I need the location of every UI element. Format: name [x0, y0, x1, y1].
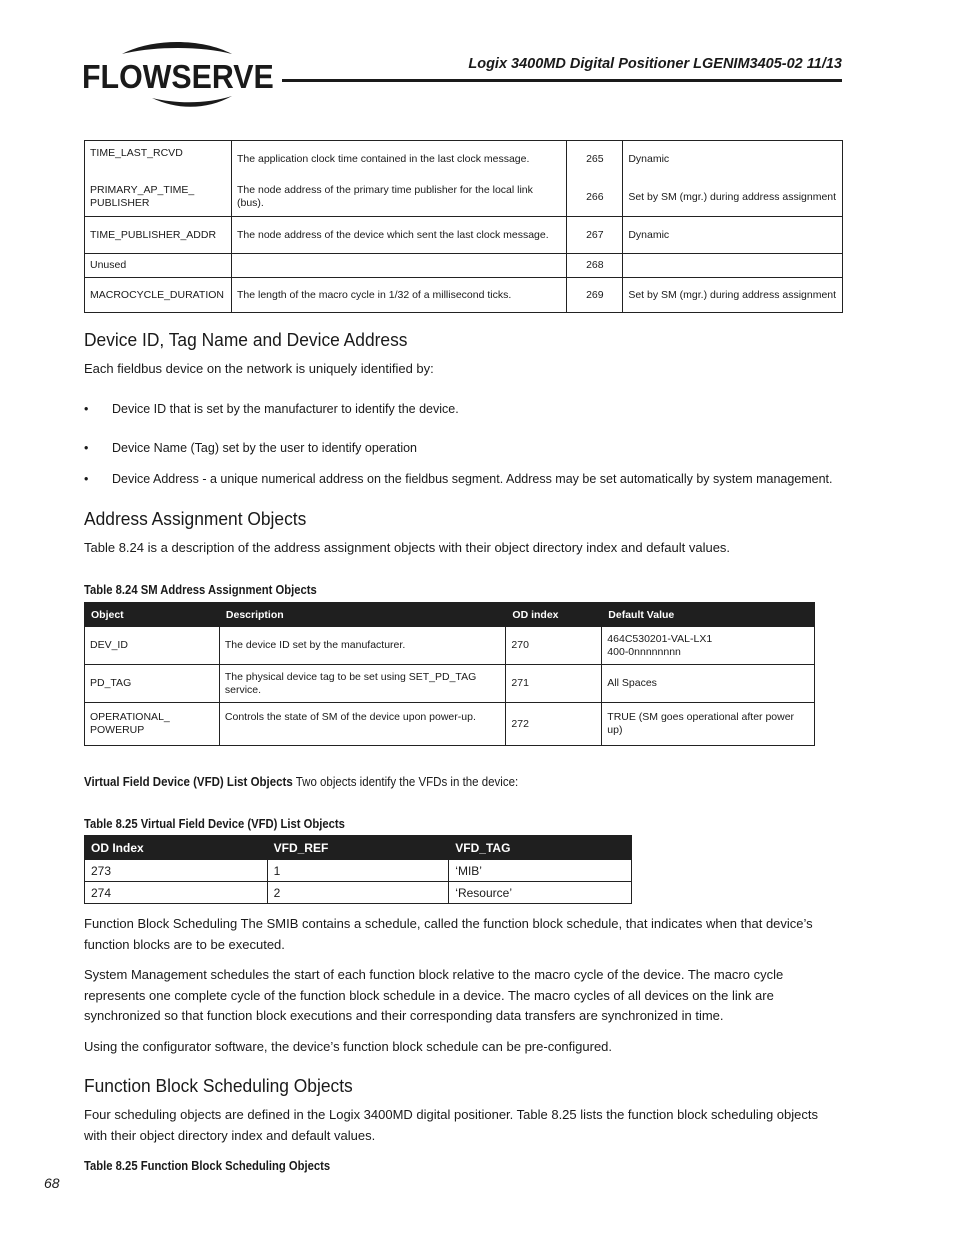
table-cell: TIME_PUBLISHER_ADDR [85, 217, 232, 254]
vfd-list-table [84, 835, 632, 904]
column-header: Object [85, 603, 220, 627]
table-header-row [85, 836, 632, 860]
table-cell [602, 627, 815, 665]
address-assignment-table [84, 602, 815, 746]
table-cell: ‘Resource’ [449, 882, 632, 904]
table-row [85, 703, 815, 746]
table-cell: All Spaces [602, 665, 815, 703]
bullet-icon: • [84, 472, 89, 486]
table-cell: MACROCYCLE_DURATION [85, 278, 232, 313]
table-cell: The application clock time contained in the last clock message. [231, 141, 566, 179]
paragraph: Using the configurator software, the device’s function block schedule can be pre-configured. [84, 1039, 613, 1054]
table-cell: 274 [85, 882, 268, 904]
paragraph: System Management schedules the start of each function block relative to the macro cycle of the device. The macro cycle represents one complete cycle of the function block schedule in a device. The macro cycles of all devices on the link are synchronized so that function block executions and their corresponding data transfers are synchronized in time. [84, 967, 784, 1023]
table-cell: TIME_LAST_RCVD [85, 141, 232, 179]
table-row [85, 141, 843, 179]
table-cell: 1 [267, 860, 449, 882]
table-cell: TRUE (SM goes operational after power up) [602, 703, 815, 746]
cell-line: 464C530201-VAL-LX1 [607, 632, 713, 645]
table-row [85, 627, 815, 665]
table-cell: Controls the state of SM of the device upon power-up. [219, 703, 506, 746]
table-cell: 2 [267, 882, 449, 904]
table-cell: Set by SM (mgr.) during address assignment [623, 278, 843, 313]
table-cell: 270 [506, 627, 602, 665]
document-title: Logix 3400MD Digital Positioner LGENIM3405-02 11/13 [468, 56, 842, 72]
section-heading-scheduling: Function Block Scheduling Objects [84, 1075, 353, 1096]
table-cell: 272 [506, 703, 602, 746]
column-header: OD index [506, 603, 602, 627]
section-heading-device-id: Device ID, Tag Name and Device Address [84, 329, 408, 350]
column-header: VFD_REF [267, 836, 449, 860]
section-heading-address-assignment: Address Assignment Objects [84, 508, 307, 529]
table-row [85, 179, 843, 217]
paragraph: Function Block Scheduling The SMIB contains a schedule, called the function block schedule, that indicates when that device’s function blocks are to be executed. [84, 916, 813, 952]
table-cell: The device ID set by the manufacturer. [219, 627, 506, 665]
cell-line: OPERATIONAL_ [90, 711, 170, 723]
table-cell: The node address of the device which sent the last clock message. [231, 217, 566, 254]
header-divider [282, 79, 842, 82]
vfd-intro-text: Two objects identify the VFDs in the device: [292, 775, 519, 789]
table-cell: Unused [85, 254, 232, 278]
table-cell: 267 [567, 217, 623, 254]
cell-line: POWERUP [90, 724, 145, 736]
vfd-intro-lead: Virtual Field Device (VFD) List Objects [84, 775, 293, 789]
table-cell: 266 [567, 179, 623, 217]
table-cell: 269 [567, 278, 623, 313]
table-row [85, 217, 843, 254]
table-cell: Dynamic [623, 141, 843, 179]
table-cell: DEV_ID [85, 627, 220, 665]
list-item-text: Device Name (Tag) set by the user to identify operation [112, 441, 418, 455]
bullet-icon: • [84, 402, 89, 416]
flowserve-logo [82, 40, 272, 112]
list-item-text: Device Address - a unique numerical address on the fieldbus segment. Address may be set automatically by system management. [112, 472, 833, 486]
table-cell [85, 703, 220, 746]
table-cell: 265 [567, 141, 623, 179]
table-cell: PRIMARY_AP_TIME_ PUBLISHER [85, 179, 232, 217]
table-cell: 268 [567, 254, 623, 278]
table-row [85, 860, 632, 882]
column-header: Description [219, 603, 506, 627]
cell-line: 400-0nnnnnnnn [607, 645, 681, 658]
section-intro: Each fieldbus device on the network is uniquely identified by: [84, 361, 434, 376]
table-caption: Table 8.24 SM Address Assignment Objects [84, 583, 317, 597]
column-header: Default Value [602, 603, 815, 627]
bullet-icon: • [84, 441, 89, 455]
section-intro: Table 8.24 is a description of the address assignment objects with their object directory index and default values. [84, 540, 731, 555]
clock-objects-table [84, 140, 843, 313]
list-item-text: Device ID that is set by the manufacturer to identify the device. [112, 402, 459, 416]
page-number: 68 [44, 1175, 60, 1191]
table-cell: The length of the macro cycle in 1/32 of a millisecond ticks. [231, 278, 566, 313]
table-cell: The physical device tag to be set using SET_PD_TAG service. [219, 665, 506, 703]
table-row [85, 882, 632, 904]
table-cell: ‘MIB’ [449, 860, 632, 882]
section-intro: Four scheduling objects are defined in the Logix 3400MD digital positioner. Table 8.25 lists the function block scheduling objects with their object directory index and default values. [84, 1107, 818, 1143]
table-cell: PD_TAG [85, 665, 220, 703]
table-cell [231, 254, 566, 278]
logo-wordmark: FLOWSERVE [82, 58, 274, 95]
table-cell [623, 254, 843, 278]
column-header: VFD_TAG [449, 836, 632, 860]
table-cell: 271 [506, 665, 602, 703]
table-caption: Table 8.25 Virtual Field Device (VFD) List Objects [84, 817, 345, 831]
table-header-row [85, 603, 815, 627]
table-cell: Dynamic [623, 217, 843, 254]
vfd-intro [84, 775, 518, 789]
table-cell: 273 [85, 860, 268, 882]
table-caption: Table 8.25 Function Block Scheduling Objects [84, 1159, 331, 1173]
column-header: OD Index [85, 836, 268, 860]
table-row [85, 278, 843, 313]
table-cell: Set by SM (mgr.) during address assignment [623, 179, 843, 217]
table-row [85, 254, 843, 278]
table-cell: The node address of the primary time publisher for the local link (bus). [231, 179, 566, 217]
table-row [85, 665, 815, 703]
